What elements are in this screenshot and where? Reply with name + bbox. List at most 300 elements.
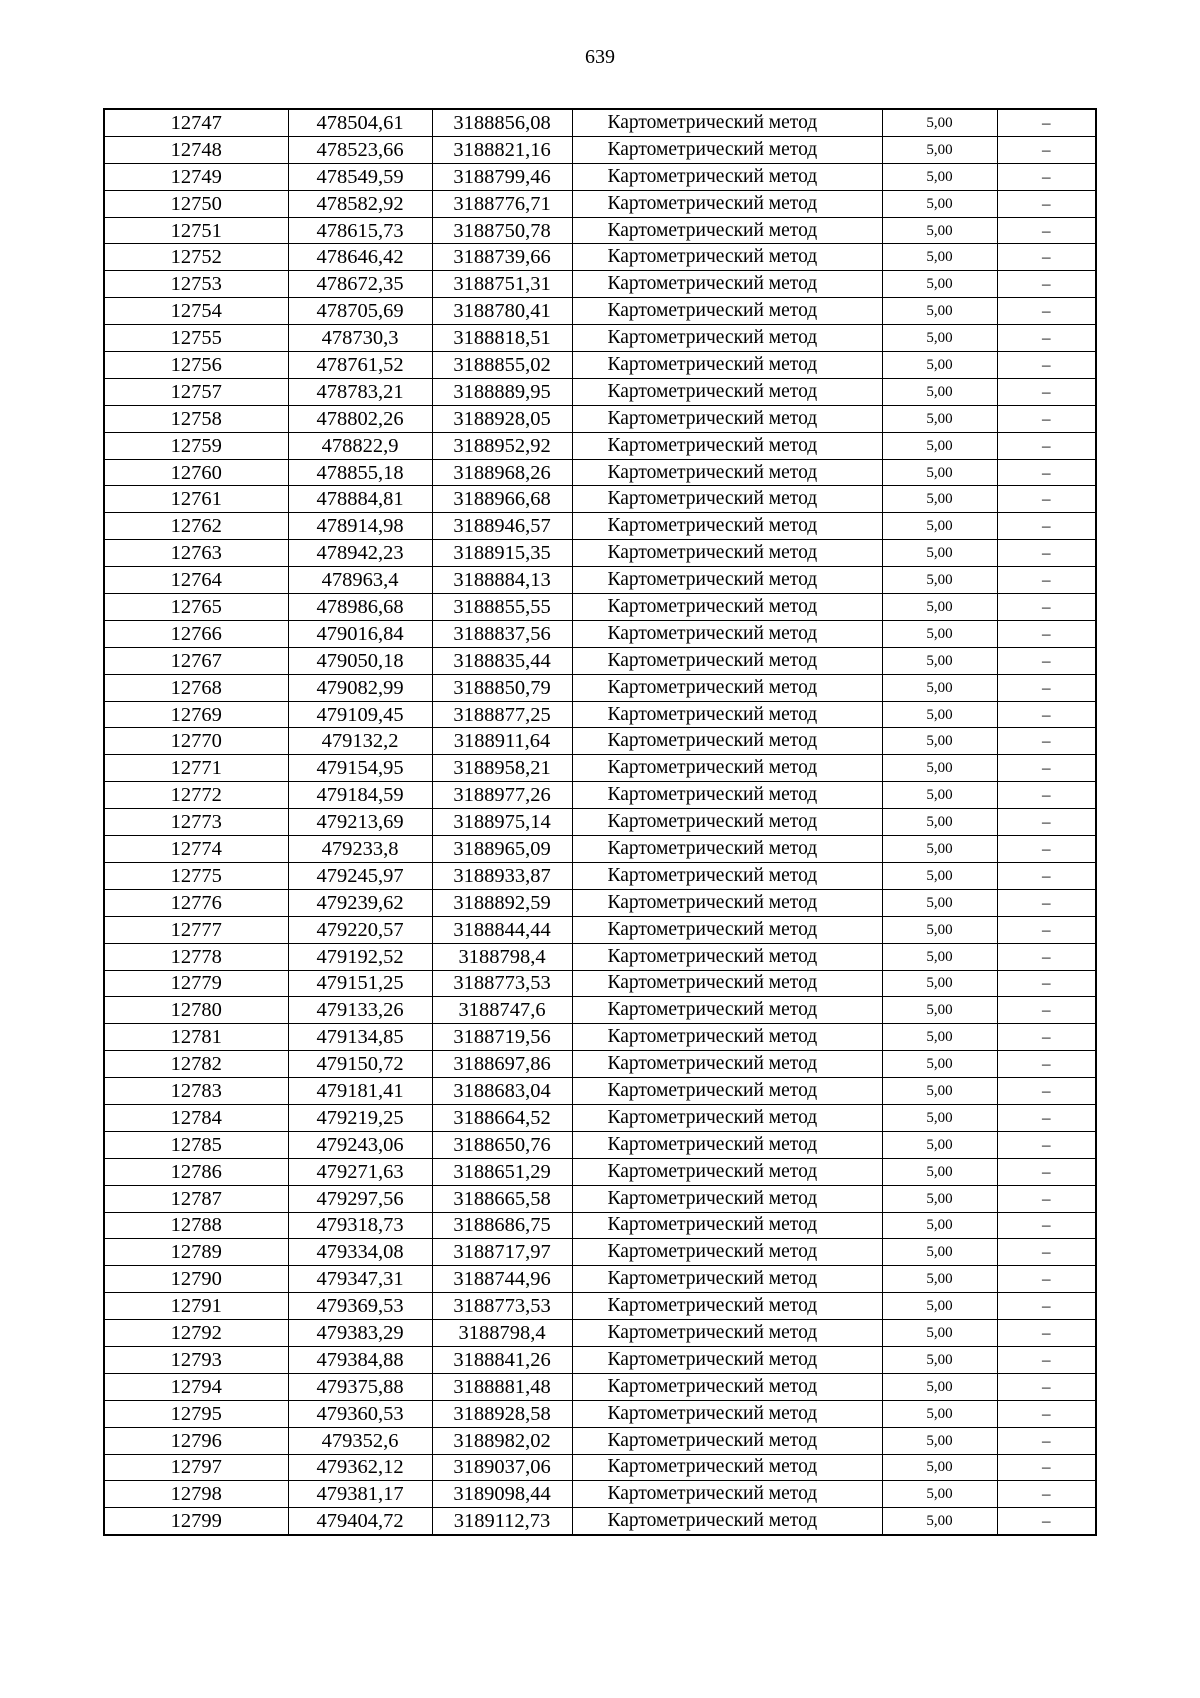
x-coordinate-cell: 478783,21 bbox=[288, 378, 432, 405]
x-coordinate-cell: 478672,35 bbox=[288, 271, 432, 298]
accuracy-cell: 5,00 bbox=[882, 217, 997, 244]
method-cell: Картометрический метод bbox=[572, 459, 882, 486]
accuracy-cell: 5,00 bbox=[882, 943, 997, 970]
x-coordinate-cell: 478646,42 bbox=[288, 244, 432, 271]
accuracy-cell: 5,00 bbox=[882, 1185, 997, 1212]
table-row bbox=[104, 217, 1096, 244]
description-cell: – bbox=[997, 594, 1096, 621]
description-cell: – bbox=[997, 352, 1096, 379]
y-coordinate-cell: 3188855,02 bbox=[432, 352, 572, 379]
description-cell: – bbox=[997, 1481, 1096, 1508]
point-number-cell: 12762 bbox=[104, 513, 288, 540]
y-coordinate-cell: 3189037,06 bbox=[432, 1454, 572, 1481]
y-coordinate-cell: 3188751,31 bbox=[432, 271, 572, 298]
y-coordinate-cell: 3188665,58 bbox=[432, 1185, 572, 1212]
point-number-cell: 12757 bbox=[104, 378, 288, 405]
accuracy-cell: 5,00 bbox=[882, 1320, 997, 1347]
method-cell: Картометрический метод bbox=[572, 1400, 882, 1427]
x-coordinate-cell: 479150,72 bbox=[288, 1051, 432, 1078]
description-cell: – bbox=[997, 916, 1096, 943]
accuracy-cell: 5,00 bbox=[882, 1481, 997, 1508]
description-cell: – bbox=[997, 620, 1096, 647]
accuracy-cell: 5,00 bbox=[882, 755, 997, 782]
description-cell: – bbox=[997, 1373, 1096, 1400]
table-row bbox=[104, 943, 1096, 970]
accuracy-cell: 5,00 bbox=[882, 378, 997, 405]
x-coordinate-cell: 479220,57 bbox=[288, 916, 432, 943]
x-coordinate-cell: 479192,52 bbox=[288, 943, 432, 970]
method-cell: Картометрический метод bbox=[572, 1454, 882, 1481]
accuracy-cell: 5,00 bbox=[882, 809, 997, 836]
x-coordinate-cell: 479381,17 bbox=[288, 1481, 432, 1508]
point-number-cell: 12765 bbox=[104, 594, 288, 621]
x-coordinate-cell: 478884,81 bbox=[288, 486, 432, 513]
accuracy-cell: 5,00 bbox=[882, 567, 997, 594]
accuracy-cell: 5,00 bbox=[882, 836, 997, 863]
point-number-cell: 12790 bbox=[104, 1266, 288, 1293]
point-number-cell: 12789 bbox=[104, 1239, 288, 1266]
y-coordinate-cell: 3188958,21 bbox=[432, 755, 572, 782]
table-row bbox=[104, 298, 1096, 325]
y-coordinate-cell: 3188965,09 bbox=[432, 836, 572, 863]
y-coordinate-cell: 3188744,96 bbox=[432, 1266, 572, 1293]
x-coordinate-cell: 479318,73 bbox=[288, 1212, 432, 1239]
table-row bbox=[104, 1293, 1096, 1320]
method-cell: Картометрический метод bbox=[572, 513, 882, 540]
method-cell: Картометрический метод bbox=[572, 836, 882, 863]
point-number-cell: 12778 bbox=[104, 943, 288, 970]
accuracy-cell: 5,00 bbox=[882, 620, 997, 647]
point-number-cell: 12776 bbox=[104, 889, 288, 916]
description-cell: – bbox=[997, 782, 1096, 809]
method-cell: Картометрический метод bbox=[572, 378, 882, 405]
x-coordinate-cell: 478615,73 bbox=[288, 217, 432, 244]
description-cell: – bbox=[997, 513, 1096, 540]
x-coordinate-cell: 478802,26 bbox=[288, 405, 432, 432]
point-number-cell: 12781 bbox=[104, 1024, 288, 1051]
method-cell: Картометрический метод bbox=[572, 943, 882, 970]
x-coordinate-cell: 478504,61 bbox=[288, 109, 432, 136]
table-row bbox=[104, 459, 1096, 486]
method-cell: Картометрический метод bbox=[572, 1024, 882, 1051]
method-cell: Картометрический метод bbox=[572, 1266, 882, 1293]
table-row bbox=[104, 1078, 1096, 1105]
x-coordinate-cell: 479219,25 bbox=[288, 1104, 432, 1131]
table-row bbox=[104, 701, 1096, 728]
y-coordinate-cell: 3188968,26 bbox=[432, 459, 572, 486]
accuracy-cell: 5,00 bbox=[882, 1131, 997, 1158]
method-cell: Картометрический метод bbox=[572, 1508, 882, 1535]
point-number-cell: 12751 bbox=[104, 217, 288, 244]
description-cell: – bbox=[997, 378, 1096, 405]
x-coordinate-cell: 479362,12 bbox=[288, 1454, 432, 1481]
table-row bbox=[104, 1346, 1096, 1373]
y-coordinate-cell: 3188773,53 bbox=[432, 970, 572, 997]
y-coordinate-cell: 3189098,44 bbox=[432, 1481, 572, 1508]
y-coordinate-cell: 3188773,53 bbox=[432, 1293, 572, 1320]
table-row bbox=[104, 916, 1096, 943]
method-cell: Картометрический метод bbox=[572, 567, 882, 594]
x-coordinate-cell: 479016,84 bbox=[288, 620, 432, 647]
method-cell: Картометрический метод bbox=[572, 1185, 882, 1212]
x-coordinate-cell: 478914,98 bbox=[288, 513, 432, 540]
method-cell: Картометрический метод bbox=[572, 997, 882, 1024]
table-row bbox=[104, 809, 1096, 836]
x-coordinate-cell: 479369,53 bbox=[288, 1293, 432, 1320]
x-coordinate-cell: 478986,68 bbox=[288, 594, 432, 621]
table-row bbox=[104, 486, 1096, 513]
method-cell: Картометрический метод bbox=[572, 809, 882, 836]
description-cell: – bbox=[997, 1158, 1096, 1185]
accuracy-cell: 5,00 bbox=[882, 325, 997, 352]
table-row bbox=[104, 1131, 1096, 1158]
x-coordinate-cell: 478730,3 bbox=[288, 325, 432, 352]
x-coordinate-cell: 479132,2 bbox=[288, 728, 432, 755]
accuracy-cell: 5,00 bbox=[882, 1293, 997, 1320]
point-number-cell: 12767 bbox=[104, 647, 288, 674]
description-cell: – bbox=[997, 1346, 1096, 1373]
accuracy-cell: 5,00 bbox=[882, 513, 997, 540]
y-coordinate-cell: 3188776,71 bbox=[432, 190, 572, 217]
point-number-cell: 12775 bbox=[104, 862, 288, 889]
method-cell: Картометрический метод bbox=[572, 889, 882, 916]
y-coordinate-cell: 3188747,6 bbox=[432, 997, 572, 1024]
accuracy-cell: 5,00 bbox=[882, 1212, 997, 1239]
description-cell: – bbox=[997, 1454, 1096, 1481]
y-coordinate-cell: 3188933,87 bbox=[432, 862, 572, 889]
description-cell: – bbox=[997, 244, 1096, 271]
point-number-cell: 12784 bbox=[104, 1104, 288, 1131]
point-number-cell: 12758 bbox=[104, 405, 288, 432]
accuracy-cell: 5,00 bbox=[882, 109, 997, 136]
x-coordinate-cell: 479404,72 bbox=[288, 1508, 432, 1535]
table-row bbox=[104, 190, 1096, 217]
accuracy-cell: 5,00 bbox=[882, 889, 997, 916]
y-coordinate-cell: 3188884,13 bbox=[432, 567, 572, 594]
table-row bbox=[104, 782, 1096, 809]
point-number-cell: 12764 bbox=[104, 567, 288, 594]
x-coordinate-cell: 479245,97 bbox=[288, 862, 432, 889]
x-coordinate-cell: 479233,8 bbox=[288, 836, 432, 863]
y-coordinate-cell: 3188683,04 bbox=[432, 1078, 572, 1105]
point-number-cell: 12780 bbox=[104, 997, 288, 1024]
accuracy-cell: 5,00 bbox=[882, 352, 997, 379]
accuracy-cell: 5,00 bbox=[882, 540, 997, 567]
point-number-cell: 12749 bbox=[104, 163, 288, 190]
table-row bbox=[104, 136, 1096, 163]
x-coordinate-cell: 479334,08 bbox=[288, 1239, 432, 1266]
table-row bbox=[104, 620, 1096, 647]
method-cell: Картометрический метод bbox=[572, 1373, 882, 1400]
point-number-cell: 12777 bbox=[104, 916, 288, 943]
table-row bbox=[104, 728, 1096, 755]
point-number-cell: 12782 bbox=[104, 1051, 288, 1078]
accuracy-cell: 5,00 bbox=[882, 244, 997, 271]
x-coordinate-cell: 479151,25 bbox=[288, 970, 432, 997]
y-coordinate-cell: 3188686,75 bbox=[432, 1212, 572, 1239]
point-number-cell: 12792 bbox=[104, 1320, 288, 1347]
y-coordinate-cell: 3188719,56 bbox=[432, 1024, 572, 1051]
x-coordinate-cell: 478523,66 bbox=[288, 136, 432, 163]
method-cell: Картометрический метод bbox=[572, 674, 882, 701]
table-row bbox=[104, 432, 1096, 459]
method-cell: Картометрический метод bbox=[572, 1320, 882, 1347]
table-row bbox=[104, 647, 1096, 674]
method-cell: Картометрический метод bbox=[572, 540, 882, 567]
table-row bbox=[104, 271, 1096, 298]
x-coordinate-cell: 478761,52 bbox=[288, 352, 432, 379]
table-row bbox=[104, 1481, 1096, 1508]
method-cell: Картометрический метод bbox=[572, 1131, 882, 1158]
y-coordinate-cell: 3188952,92 bbox=[432, 432, 572, 459]
x-coordinate-cell: 479243,06 bbox=[288, 1131, 432, 1158]
x-coordinate-cell: 479134,85 bbox=[288, 1024, 432, 1051]
description-cell: – bbox=[997, 1024, 1096, 1051]
description-cell: – bbox=[997, 1508, 1096, 1535]
description-cell: – bbox=[997, 862, 1096, 889]
table-row bbox=[104, 1427, 1096, 1454]
description-cell: – bbox=[997, 486, 1096, 513]
method-cell: Картометрический метод bbox=[572, 755, 882, 782]
point-number-cell: 12787 bbox=[104, 1185, 288, 1212]
table-row bbox=[104, 1185, 1096, 1212]
method-cell: Картометрический метод bbox=[572, 862, 882, 889]
method-cell: Картометрический метод bbox=[572, 1051, 882, 1078]
point-number-cell: 12793 bbox=[104, 1346, 288, 1373]
accuracy-cell: 5,00 bbox=[882, 916, 997, 943]
table-row bbox=[104, 970, 1096, 997]
table-row bbox=[104, 513, 1096, 540]
x-coordinate-cell: 479181,41 bbox=[288, 1078, 432, 1105]
method-cell: Картометрический метод bbox=[572, 1212, 882, 1239]
table-row bbox=[104, 1373, 1096, 1400]
y-coordinate-cell: 3188982,02 bbox=[432, 1427, 572, 1454]
description-cell: – bbox=[997, 1293, 1096, 1320]
accuracy-cell: 5,00 bbox=[882, 1266, 997, 1293]
method-cell: Картометрический метод bbox=[572, 405, 882, 432]
x-coordinate-cell: 479133,26 bbox=[288, 997, 432, 1024]
description-cell: – bbox=[997, 271, 1096, 298]
description-cell: – bbox=[997, 701, 1096, 728]
method-cell: Картометрический метод bbox=[572, 432, 882, 459]
y-coordinate-cell: 3188877,25 bbox=[432, 701, 572, 728]
method-cell: Картометрический метод bbox=[572, 271, 882, 298]
method-cell: Картометрический метод bbox=[572, 647, 882, 674]
accuracy-cell: 5,00 bbox=[882, 647, 997, 674]
description-cell: – bbox=[997, 755, 1096, 782]
table-row bbox=[104, 1212, 1096, 1239]
description-cell: – bbox=[997, 217, 1096, 244]
accuracy-cell: 5,00 bbox=[882, 594, 997, 621]
y-coordinate-cell: 3188651,29 bbox=[432, 1158, 572, 1185]
method-cell: Картометрический метод bbox=[572, 1293, 882, 1320]
point-number-cell: 12754 bbox=[104, 298, 288, 325]
method-cell: Картометрический метод bbox=[572, 1158, 882, 1185]
x-coordinate-cell: 479347,31 bbox=[288, 1266, 432, 1293]
accuracy-cell: 5,00 bbox=[882, 1104, 997, 1131]
y-coordinate-cell: 3188650,76 bbox=[432, 1131, 572, 1158]
method-cell: Картометрический метод bbox=[572, 1481, 882, 1508]
description-cell: – bbox=[997, 1185, 1096, 1212]
accuracy-cell: 5,00 bbox=[882, 459, 997, 486]
table-row bbox=[104, 997, 1096, 1024]
method-cell: Картометрический метод bbox=[572, 782, 882, 809]
coordinates-table-body bbox=[104, 109, 1096, 1535]
point-number-cell: 12769 bbox=[104, 701, 288, 728]
accuracy-cell: 5,00 bbox=[882, 1051, 997, 1078]
y-coordinate-cell: 3188697,86 bbox=[432, 1051, 572, 1078]
x-coordinate-cell: 479297,56 bbox=[288, 1185, 432, 1212]
x-coordinate-cell: 478942,23 bbox=[288, 540, 432, 567]
description-cell: – bbox=[997, 1400, 1096, 1427]
description-cell: – bbox=[997, 298, 1096, 325]
table-row bbox=[104, 352, 1096, 379]
method-cell: Картометрический метод bbox=[572, 298, 882, 325]
description-cell: – bbox=[997, 109, 1096, 136]
accuracy-cell: 5,00 bbox=[882, 1373, 997, 1400]
y-coordinate-cell: 3188850,79 bbox=[432, 674, 572, 701]
y-coordinate-cell: 3188750,78 bbox=[432, 217, 572, 244]
y-coordinate-cell: 3188717,97 bbox=[432, 1239, 572, 1266]
accuracy-cell: 5,00 bbox=[882, 970, 997, 997]
x-coordinate-cell: 479375,88 bbox=[288, 1373, 432, 1400]
method-cell: Картометрический метод bbox=[572, 244, 882, 271]
y-coordinate-cell: 3188856,08 bbox=[432, 109, 572, 136]
x-coordinate-cell: 479360,53 bbox=[288, 1400, 432, 1427]
accuracy-cell: 5,00 bbox=[882, 1239, 997, 1266]
y-coordinate-cell: 3188977,26 bbox=[432, 782, 572, 809]
method-cell: Картометрический метод bbox=[572, 620, 882, 647]
accuracy-cell: 5,00 bbox=[882, 1427, 997, 1454]
accuracy-cell: 5,00 bbox=[882, 997, 997, 1024]
x-coordinate-cell: 478963,4 bbox=[288, 567, 432, 594]
point-number-cell: 12785 bbox=[104, 1131, 288, 1158]
point-number-cell: 12748 bbox=[104, 136, 288, 163]
method-cell: Картометрический метод bbox=[572, 701, 882, 728]
point-number-cell: 12791 bbox=[104, 1293, 288, 1320]
table-row bbox=[104, 674, 1096, 701]
point-number-cell: 12759 bbox=[104, 432, 288, 459]
table-row bbox=[104, 1239, 1096, 1266]
point-number-cell: 12796 bbox=[104, 1427, 288, 1454]
table-row bbox=[104, 1454, 1096, 1481]
y-coordinate-cell: 3188821,16 bbox=[432, 136, 572, 163]
y-coordinate-cell: 3188664,52 bbox=[432, 1104, 572, 1131]
description-cell: – bbox=[997, 1239, 1096, 1266]
table-row bbox=[104, 1400, 1096, 1427]
x-coordinate-cell: 478855,18 bbox=[288, 459, 432, 486]
table-row bbox=[104, 405, 1096, 432]
method-cell: Картометрический метод bbox=[572, 325, 882, 352]
description-cell: – bbox=[997, 136, 1096, 163]
accuracy-cell: 5,00 bbox=[882, 1508, 997, 1535]
y-coordinate-cell: 3188881,48 bbox=[432, 1373, 572, 1400]
table-row bbox=[104, 378, 1096, 405]
method-cell: Картометрический метод bbox=[572, 486, 882, 513]
description-cell: – bbox=[997, 1320, 1096, 1347]
accuracy-cell: 5,00 bbox=[882, 298, 997, 325]
y-coordinate-cell: 3188892,59 bbox=[432, 889, 572, 916]
point-number-cell: 12747 bbox=[104, 109, 288, 136]
accuracy-cell: 5,00 bbox=[882, 432, 997, 459]
point-number-cell: 12794 bbox=[104, 1373, 288, 1400]
point-number-cell: 12755 bbox=[104, 325, 288, 352]
point-number-cell: 12774 bbox=[104, 836, 288, 863]
method-cell: Картометрический метод bbox=[572, 1104, 882, 1131]
description-cell: – bbox=[997, 970, 1096, 997]
description-cell: – bbox=[997, 836, 1096, 863]
description-cell: – bbox=[997, 997, 1096, 1024]
table-row bbox=[104, 109, 1096, 136]
y-coordinate-cell: 3188928,05 bbox=[432, 405, 572, 432]
accuracy-cell: 5,00 bbox=[882, 1346, 997, 1373]
point-number-cell: 12772 bbox=[104, 782, 288, 809]
y-coordinate-cell: 3188889,95 bbox=[432, 378, 572, 405]
method-cell: Картометрический метод bbox=[572, 163, 882, 190]
description-cell: – bbox=[997, 1104, 1096, 1131]
coordinates-table bbox=[103, 108, 1097, 1536]
y-coordinate-cell: 3188928,58 bbox=[432, 1400, 572, 1427]
page-number: 639 bbox=[585, 46, 615, 68]
table-row bbox=[104, 540, 1096, 567]
x-coordinate-cell: 478582,92 bbox=[288, 190, 432, 217]
description-cell: – bbox=[997, 647, 1096, 674]
accuracy-cell: 5,00 bbox=[882, 190, 997, 217]
table-row bbox=[104, 1104, 1096, 1131]
method-cell: Картометрический метод bbox=[572, 594, 882, 621]
accuracy-cell: 5,00 bbox=[882, 728, 997, 755]
description-cell: – bbox=[997, 405, 1096, 432]
point-number-cell: 12768 bbox=[104, 674, 288, 701]
table-row bbox=[104, 1266, 1096, 1293]
x-coordinate-cell: 478705,69 bbox=[288, 298, 432, 325]
description-cell: – bbox=[997, 1131, 1096, 1158]
table-row bbox=[104, 755, 1096, 782]
accuracy-cell: 5,00 bbox=[882, 1078, 997, 1105]
x-coordinate-cell: 479184,59 bbox=[288, 782, 432, 809]
y-coordinate-cell: 3188841,26 bbox=[432, 1346, 572, 1373]
x-coordinate-cell: 479154,95 bbox=[288, 755, 432, 782]
y-coordinate-cell: 3188798,4 bbox=[432, 1320, 572, 1347]
table-row bbox=[104, 567, 1096, 594]
point-number-cell: 12766 bbox=[104, 620, 288, 647]
point-number-cell: 12783 bbox=[104, 1078, 288, 1105]
accuracy-cell: 5,00 bbox=[882, 782, 997, 809]
y-coordinate-cell: 3188837,56 bbox=[432, 620, 572, 647]
description-cell: – bbox=[997, 889, 1096, 916]
method-cell: Картометрический метод bbox=[572, 190, 882, 217]
point-number-cell: 12770 bbox=[104, 728, 288, 755]
table-row bbox=[104, 836, 1096, 863]
y-coordinate-cell: 3188946,57 bbox=[432, 513, 572, 540]
x-coordinate-cell: 479383,29 bbox=[288, 1320, 432, 1347]
table-row bbox=[104, 1508, 1096, 1535]
accuracy-cell: 5,00 bbox=[882, 1400, 997, 1427]
method-cell: Картометрический метод bbox=[572, 970, 882, 997]
x-coordinate-cell: 478822,9 bbox=[288, 432, 432, 459]
x-coordinate-cell: 479213,69 bbox=[288, 809, 432, 836]
description-cell: – bbox=[997, 1078, 1096, 1105]
accuracy-cell: 5,00 bbox=[882, 136, 997, 163]
y-coordinate-cell: 3188780,41 bbox=[432, 298, 572, 325]
accuracy-cell: 5,00 bbox=[882, 701, 997, 728]
description-cell: – bbox=[997, 1212, 1096, 1239]
y-coordinate-cell: 3188799,46 bbox=[432, 163, 572, 190]
point-number-cell: 12756 bbox=[104, 352, 288, 379]
point-number-cell: 12771 bbox=[104, 755, 288, 782]
table-row bbox=[104, 1024, 1096, 1051]
description-cell: – bbox=[997, 432, 1096, 459]
